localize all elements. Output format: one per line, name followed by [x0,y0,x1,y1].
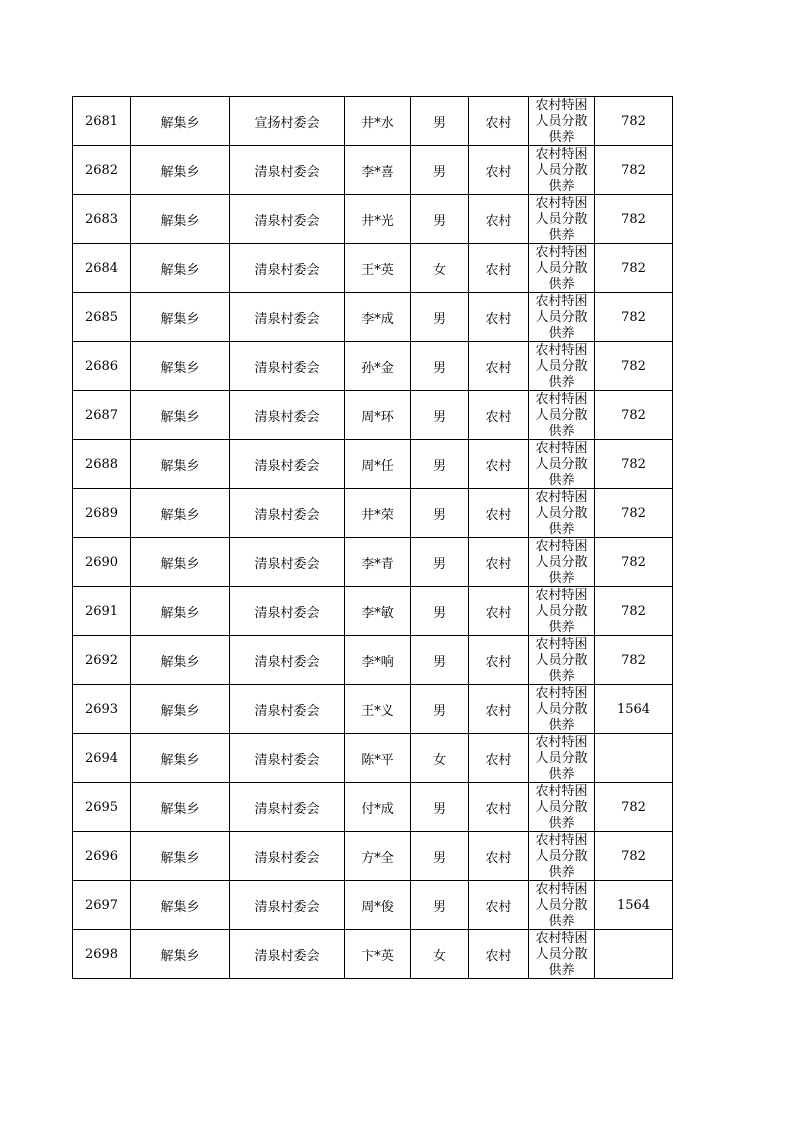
name-cell: 井*荣 [345,489,411,538]
name-cell: 孙*金 [345,342,411,391]
amount-cell: 782 [595,440,673,489]
name-cell: 周*环 [345,391,411,440]
gender-cell: 男 [411,97,469,146]
row-number-cell: 2683 [73,195,131,244]
category-cell [529,97,595,146]
village-committee-cell: 清泉村委会 [230,391,345,440]
name-cell: 周*任 [345,440,411,489]
category-cell [529,489,595,538]
township-cell: 解集乡 [131,440,230,489]
name-cell: 李*青 [345,538,411,587]
row-number-cell: 2682 [73,146,131,195]
village-committee-cell: 清泉村委会 [230,489,345,538]
village-committee-cell: 清泉村委会 [230,440,345,489]
gender-cell: 男 [411,587,469,636]
category-text: 农村特困人员分散供养 [535,196,588,243]
category-cell [529,734,595,783]
township-cell: 解集乡 [131,244,230,293]
village-committee-cell: 清泉村委会 [230,734,345,783]
name-cell: 井*光 [345,195,411,244]
gender-cell: 男 [411,783,469,832]
category-text: 农村特困人员分散供养 [535,245,588,292]
area-cell: 农村 [469,489,529,538]
table-row [73,636,673,685]
category-cell [529,881,595,930]
category-cell [529,636,595,685]
gender-cell: 男 [411,538,469,587]
area-cell: 农村 [469,342,529,391]
township-cell: 解集乡 [131,97,230,146]
amount-cell: 782 [595,538,673,587]
area-cell: 农村 [469,440,529,489]
area-cell: 农村 [469,146,529,195]
row-number-cell: 2695 [73,783,131,832]
area-cell: 农村 [469,734,529,783]
category-cell [529,685,595,734]
table-row [73,587,673,636]
township-cell: 解集乡 [131,881,230,930]
row-number-cell: 2690 [73,538,131,587]
area-cell: 农村 [469,685,529,734]
name-cell: 陈*平 [345,734,411,783]
amount-cell: 782 [595,636,673,685]
township-cell: 解集乡 [131,146,230,195]
amount-cell: 782 [595,97,673,146]
row-number-cell: 2687 [73,391,131,440]
table-row [73,685,673,734]
village-committee-cell: 宣扬村委会 [230,97,345,146]
name-cell: 付*成 [345,783,411,832]
amount-cell: 782 [595,489,673,538]
table-row [73,342,673,391]
area-cell: 农村 [469,930,529,979]
table-row [73,97,673,146]
table-row [73,881,673,930]
amount-cell: 1564 [595,881,673,930]
area-cell: 农村 [469,636,529,685]
area-cell: 农村 [469,881,529,930]
table-row [73,293,673,342]
table-row [73,146,673,195]
category-text: 农村特困人员分散供养 [535,784,588,831]
category-text: 农村特困人员分散供养 [535,833,588,880]
area-cell: 农村 [469,538,529,587]
category-text: 农村特困人员分散供养 [535,294,588,341]
table-row [73,244,673,293]
area-cell: 农村 [469,587,529,636]
gender-cell: 男 [411,195,469,244]
name-cell: 卞*英 [345,930,411,979]
township-cell: 解集乡 [131,195,230,244]
area-cell: 农村 [469,293,529,342]
row-number-cell: 2684 [73,244,131,293]
amount-cell: 782 [595,342,673,391]
township-cell: 解集乡 [131,636,230,685]
table-body [73,97,673,979]
gender-cell: 女 [411,244,469,293]
area-cell: 农村 [469,832,529,881]
area-cell: 农村 [469,783,529,832]
amount-cell: 782 [595,244,673,293]
row-number-cell: 2698 [73,930,131,979]
category-cell [529,930,595,979]
category-text: 农村特困人员分散供养 [535,539,588,586]
name-cell: 王*英 [345,244,411,293]
table-row [73,489,673,538]
category-text: 农村特困人员分散供养 [535,98,588,145]
name-cell: 李*成 [345,293,411,342]
category-cell [529,440,595,489]
category-text: 农村特困人员分散供养 [535,392,588,439]
village-committee-cell: 清泉村委会 [230,293,345,342]
gender-cell: 男 [411,489,469,538]
township-cell: 解集乡 [131,342,230,391]
name-cell: 李*敏 [345,587,411,636]
amount-cell: 782 [595,587,673,636]
area-cell: 农村 [469,244,529,293]
category-cell [529,587,595,636]
category-cell [529,783,595,832]
amount-cell: 1564 [595,685,673,734]
village-committee-cell: 清泉村委会 [230,636,345,685]
village-committee-cell: 清泉村委会 [230,587,345,636]
village-committee-cell: 清泉村委会 [230,538,345,587]
category-cell [529,832,595,881]
row-number-cell: 2681 [73,97,131,146]
row-number-cell: 2696 [73,832,131,881]
category-cell [529,538,595,587]
table-row [73,930,673,979]
row-number-cell: 2691 [73,587,131,636]
table-row [73,391,673,440]
village-committee-cell: 清泉村委会 [230,146,345,195]
name-cell: 周*俊 [345,881,411,930]
table-row [73,538,673,587]
township-cell: 解集乡 [131,930,230,979]
category-text: 农村特困人员分散供养 [535,735,588,782]
category-cell [529,244,595,293]
township-cell: 解集乡 [131,587,230,636]
table-row [73,783,673,832]
name-cell: 方*全 [345,832,411,881]
row-number-cell: 2688 [73,440,131,489]
village-committee-cell: 清泉村委会 [230,195,345,244]
row-number-cell: 2697 [73,881,131,930]
township-cell: 解集乡 [131,391,230,440]
gender-cell: 男 [411,636,469,685]
category-text: 农村特困人员分散供养 [535,343,588,390]
table-row [73,734,673,783]
gender-cell: 男 [411,391,469,440]
gender-cell: 女 [411,930,469,979]
amount-cell: 782 [595,146,673,195]
name-cell: 王*义 [345,685,411,734]
row-number-cell: 2685 [73,293,131,342]
township-cell: 解集乡 [131,685,230,734]
amount-cell: 782 [595,195,673,244]
township-cell: 解集乡 [131,832,230,881]
gender-cell: 女 [411,734,469,783]
category-cell [529,342,595,391]
category-cell [529,195,595,244]
area-cell: 农村 [469,97,529,146]
category-text: 农村特困人员分散供养 [535,441,588,488]
name-cell: 井*水 [345,97,411,146]
category-cell [529,391,595,440]
row-number-cell: 2693 [73,685,131,734]
category-text: 农村特困人员分散供养 [535,637,588,684]
area-cell: 农村 [469,391,529,440]
category-text: 农村特困人员分散供养 [535,931,588,978]
row-number-cell: 2694 [73,734,131,783]
row-number-cell: 2686 [73,342,131,391]
amount-cell: 782 [595,783,673,832]
gender-cell: 男 [411,440,469,489]
name-cell: 李*响 [345,636,411,685]
township-cell: 解集乡 [131,734,230,783]
township-cell: 解集乡 [131,293,230,342]
gender-cell: 男 [411,293,469,342]
category-text: 农村特困人员分散供养 [535,686,588,733]
category-text: 农村特困人员分散供养 [535,882,588,929]
gender-cell: 男 [411,342,469,391]
amount-cell: 782 [595,832,673,881]
row-number-cell: 2689 [73,489,131,538]
category-cell [529,146,595,195]
village-committee-cell: 清泉村委会 [230,783,345,832]
table-row [73,195,673,244]
gender-cell: 男 [411,881,469,930]
category-text: 农村特困人员分散供养 [535,588,588,635]
amount-cell [595,930,673,979]
township-cell: 解集乡 [131,489,230,538]
table-row [73,440,673,489]
category-text: 农村特困人员分散供养 [535,490,588,537]
township-cell: 解集乡 [131,538,230,587]
village-committee-cell: 清泉村委会 [230,881,345,930]
amount-cell: 782 [595,293,673,342]
amount-cell [595,734,673,783]
name-cell: 李*喜 [345,146,411,195]
village-committee-cell: 清泉村委会 [230,244,345,293]
area-cell: 农村 [469,195,529,244]
village-committee-cell: 清泉村委会 [230,685,345,734]
gender-cell: 男 [411,146,469,195]
category-cell [529,293,595,342]
table-row [73,832,673,881]
village-committee-cell: 清泉村委会 [230,342,345,391]
village-committee-cell: 清泉村委会 [230,832,345,881]
amount-cell: 782 [595,391,673,440]
row-number-cell: 2692 [73,636,131,685]
category-text: 农村特困人员分散供养 [535,147,588,194]
data-table [72,96,673,979]
village-committee-cell: 清泉村委会 [230,930,345,979]
gender-cell: 男 [411,832,469,881]
township-cell: 解集乡 [131,783,230,832]
gender-cell: 男 [411,685,469,734]
